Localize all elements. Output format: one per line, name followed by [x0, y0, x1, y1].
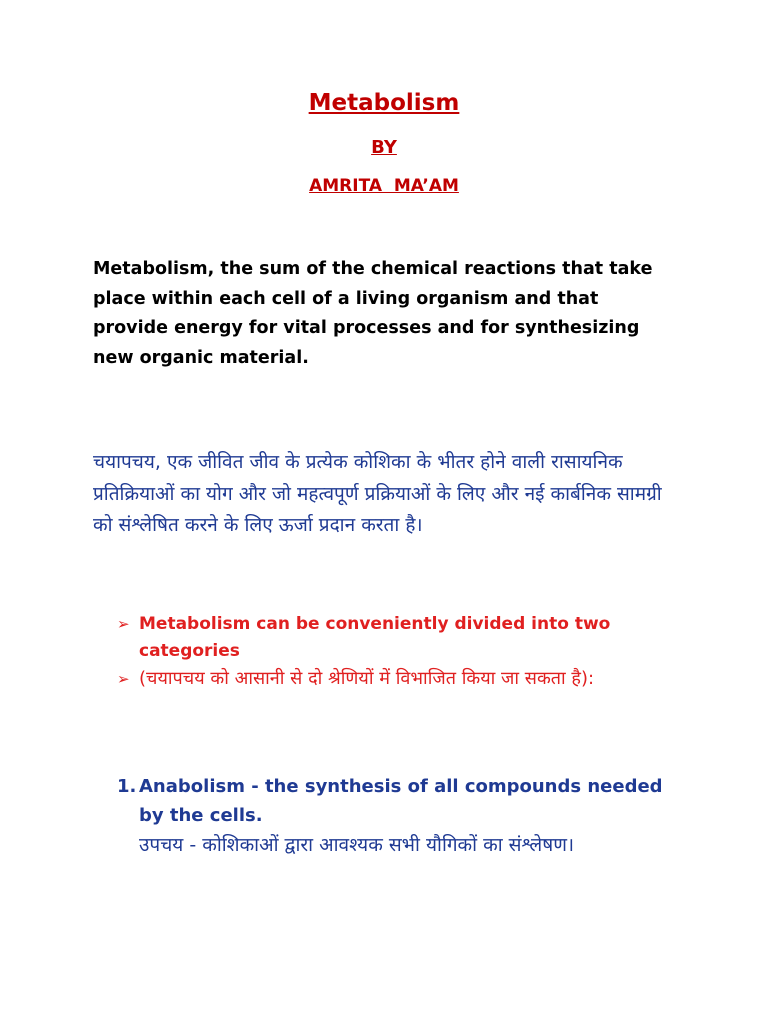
definition-hindi: चयापचय, एक जीवित जीव के प्रत्येक कोशिका के भीतर होने वाली रासायनिक प्रतिक्रियाओं का योग और जो महत्वपूर्ण प्रक्रियाओं के लिए और नई कार्बनिक सामग्री को संश्लेषित करने के लिए ऊर्जा प्रदान करता है। [93, 451, 662, 536]
author-name: AMRITA MA’AM [309, 176, 459, 196]
document-title: Metabolism [308, 90, 460, 116]
byline-label: BY [371, 137, 397, 158]
item-number: 1. [117, 776, 137, 797]
anabolism-english: Anabolism - the synthesis of all compounds needed by the cells. [139, 776, 663, 826]
numbered-list [117, 772, 677, 861]
bullet-item-english [117, 611, 677, 665]
bullet-item-hindi [117, 665, 677, 693]
arrow-bullet-icon: ➢ [117, 670, 130, 688]
bullet-list [117, 611, 677, 693]
bullet-text: (चयापचय को आसानी से दो श्रेणियों में विभाजित किया जा सकता है): [139, 668, 595, 689]
definition-english: Metabolism, the sum of the chemical reactions that take place within each cell of a living organism and that provide energy for vital processes and for synthesizing new organic material. [93, 259, 653, 368]
bullet-text: Metabolism can be conveniently divided into two categories [139, 614, 611, 661]
numbered-item-anabolism [117, 772, 677, 861]
arrow-bullet-icon: ➢ [117, 615, 130, 633]
anabolism-hindi: उपचय - कोशिकाओं द्वारा आवश्यक सभी यौगिकों का संश्लेषण। [139, 834, 575, 856]
